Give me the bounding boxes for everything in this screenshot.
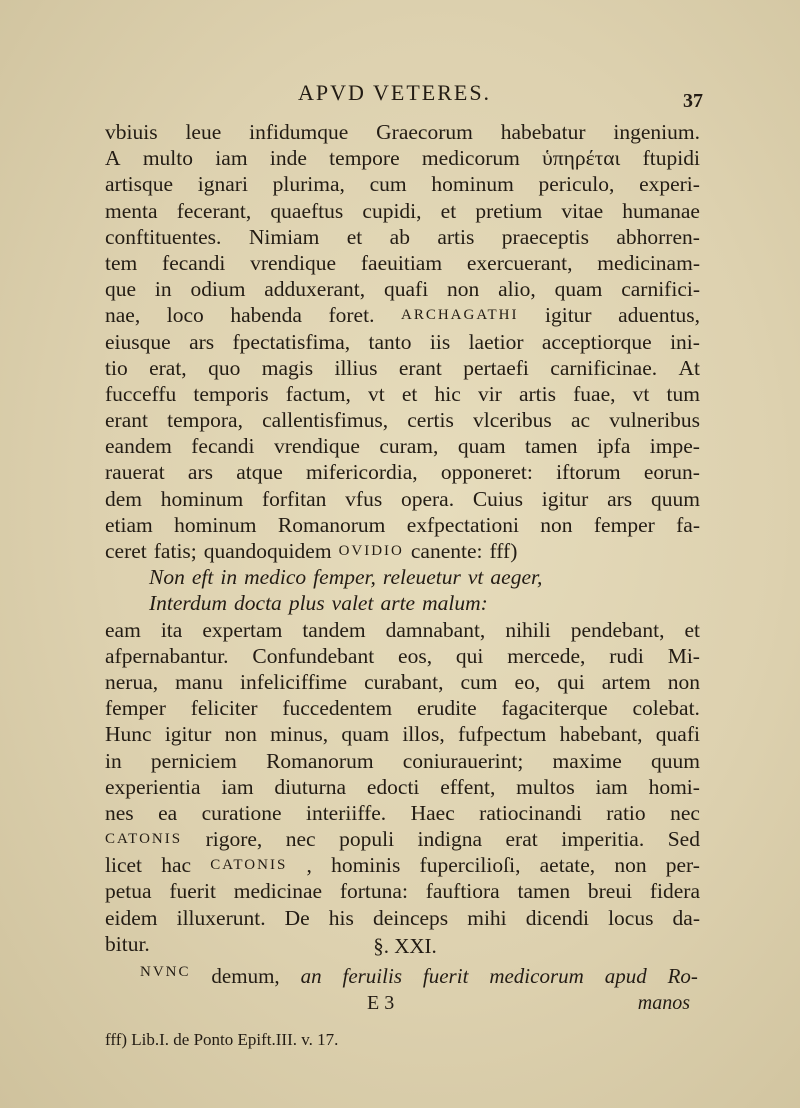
word: temporis: [193, 381, 269, 406]
word: breui: [587, 879, 633, 904]
word: quaeftus: [270, 198, 344, 223]
word: interiiffe.: [305, 800, 387, 825]
word: in: [105, 748, 122, 773]
word: femper,: [313, 565, 376, 590]
word: humanae: [622, 198, 700, 223]
word: quam: [554, 277, 603, 302]
word: populi: [339, 827, 395, 852]
word: hominum: [431, 172, 514, 197]
word: ftupidi: [642, 146, 700, 171]
word: tio: [105, 355, 128, 380]
text-line: [105, 433, 700, 459]
word: per-: [665, 853, 700, 878]
text-line: [105, 329, 700, 355]
word: et: [401, 381, 418, 406]
text-line: [105, 852, 700, 878]
word: Interdum: [149, 591, 228, 616]
word: callentisfimus,: [262, 408, 389, 433]
word: non: [540, 512, 573, 537]
word: tandem: [302, 617, 366, 642]
word: petua: [105, 879, 152, 904]
word: nec: [285, 827, 316, 852]
word: licet: [105, 853, 143, 878]
word: non: [667, 669, 700, 694]
word: non: [614, 853, 647, 878]
word: diuturna: [274, 774, 347, 799]
next-section-line: [140, 964, 698, 990]
word: femper: [593, 512, 655, 537]
word: et: [684, 617, 700, 642]
word: quam: [341, 722, 390, 747]
text-line: [105, 355, 700, 381]
word: A: [105, 146, 121, 171]
word: igitur: [545, 303, 592, 328]
word: deinceps: [372, 905, 449, 930]
word: habenda: [230, 303, 302, 328]
text-line: [105, 198, 700, 224]
running-head: APVD VETERES.: [298, 80, 492, 105]
word: fortuna:: [339, 879, 408, 904]
word: hac: [161, 853, 192, 878]
text-line: [105, 826, 700, 852]
word: dicendi: [525, 905, 590, 930]
word: periculo,: [538, 172, 615, 197]
word: praeceptis: [501, 224, 589, 249]
word: Confundebant: [252, 643, 375, 668]
word: laetior: [468, 329, 524, 354]
word: non: [447, 277, 480, 302]
word: foret.: [328, 303, 375, 328]
word: aeger,: [490, 565, 543, 590]
word: certis: [407, 408, 454, 433]
word: tamen: [517, 879, 571, 904]
word: canente:: [410, 539, 483, 563]
word: nes: [105, 800, 134, 825]
word: illos,: [402, 722, 445, 747]
word: releuetur: [382, 565, 461, 590]
small-caps-name: NVNC: [140, 964, 191, 980]
word: docta: [234, 591, 282, 616]
word: illius: [334, 355, 378, 380]
word: ipfa: [596, 434, 631, 459]
word: vbiuis: [105, 120, 158, 144]
word: ab: [389, 224, 410, 249]
word: vfus: [345, 486, 383, 511]
word: et: [346, 224, 363, 249]
word: hic: [434, 381, 461, 406]
word: minus,: [270, 722, 329, 747]
word: cum: [369, 172, 407, 197]
word: quo: [208, 355, 241, 380]
word: vir: [477, 381, 502, 406]
word: fuerit: [169, 879, 216, 904]
word: curam,: [379, 434, 439, 459]
word: medicinam-: [597, 250, 700, 275]
word: Graecorum: [376, 120, 473, 144]
word: cum: [460, 669, 498, 694]
word: acceptiorque: [541, 329, 652, 354]
word: mifericordia,: [306, 460, 418, 485]
text-line: [105, 878, 700, 904]
word: conftituentes.: [105, 224, 222, 249]
word: fecerant,: [176, 198, 252, 223]
word: fufpectum: [457, 722, 547, 747]
word: exfpectationi: [406, 512, 519, 537]
word: fecandi: [191, 434, 255, 459]
word: in: [154, 277, 172, 302]
word: vt: [467, 565, 484, 590]
word: erant: [398, 355, 442, 380]
word: eandem: [105, 434, 172, 459]
word: medicorum: [421, 146, 520, 171]
word: abhorren-: [616, 224, 700, 249]
small-caps-name: CATONIS: [210, 857, 288, 874]
word: nihili: [505, 617, 551, 642]
word: hominum: [160, 486, 244, 511]
text-line: [105, 119, 700, 145]
text-line: [105, 512, 700, 538]
word: Sed: [667, 827, 700, 852]
small-caps-name: CATONIS: [105, 831, 183, 848]
word: feliciter: [190, 696, 258, 721]
word: faeuitiam: [360, 250, 443, 275]
word: Romanorum: [277, 512, 386, 537]
word: igitur: [541, 486, 589, 511]
word: afpernabantur.: [105, 643, 229, 668]
word: factum,: [285, 381, 351, 406]
word: indigna: [417, 827, 483, 852]
word: forfitan: [261, 486, 327, 511]
word: iam: [595, 774, 628, 799]
word: etiam: [105, 512, 153, 537]
word: nae,: [105, 303, 141, 328]
word: medico: [244, 565, 307, 590]
word: manu: [175, 669, 223, 694]
word: vlceribus: [472, 408, 552, 433]
word: opponeret:: [440, 460, 533, 485]
word: alio,: [498, 277, 536, 302]
word: vrendique: [273, 434, 360, 459]
word: quandoquidem: [203, 539, 332, 563]
word: carnificinae.: [550, 355, 658, 380]
text-line: [105, 905, 700, 931]
word: quafi: [655, 722, 700, 747]
text-line: [105, 774, 700, 800]
italic-word: fuerit: [422, 964, 469, 988]
word: ini-: [670, 329, 700, 354]
word: eam: [105, 617, 141, 642]
word: ars: [607, 486, 633, 511]
word: multo: [142, 146, 193, 171]
word: homi-: [648, 774, 700, 799]
text-line: [105, 459, 700, 485]
word: eos,: [398, 643, 433, 668]
word: ignari: [197, 172, 248, 197]
main-text-block: [105, 119, 700, 957]
word: edocti: [366, 774, 420, 799]
word: igitur: [164, 722, 212, 747]
word: Mi-: [667, 643, 700, 668]
word: effent,: [440, 774, 496, 799]
word: leue: [185, 120, 222, 144]
word: ea: [158, 800, 178, 825]
word: quum: [650, 486, 700, 511]
word: colebat.: [632, 696, 700, 721]
word: valet: [331, 591, 374, 616]
word: vitae: [561, 198, 604, 223]
word: tamen: [525, 434, 578, 459]
word: odium: [190, 277, 246, 302]
word: mihi: [467, 905, 507, 930]
word: Romanorum: [266, 748, 374, 773]
word: locus: [608, 905, 654, 930]
word: maxime: [552, 748, 622, 773]
word: multos: [516, 774, 575, 799]
word: erat,: [149, 355, 187, 380]
word: non: [224, 722, 257, 747]
text-line: [105, 748, 700, 774]
italic-word: feruilis: [342, 964, 402, 988]
text-line: [105, 145, 700, 171]
word: ars: [187, 460, 213, 485]
word: da-: [672, 905, 700, 930]
word: pertaefi: [463, 355, 529, 380]
word: ingenium.: [613, 120, 700, 144]
word: perniciem: [150, 748, 237, 773]
catchword: manos: [637, 992, 690, 1014]
word: iam: [215, 146, 248, 171]
word: Nimiam: [248, 224, 320, 249]
next-section-opening: [140, 964, 698, 990]
word: artis: [437, 224, 475, 249]
word: ac: [570, 408, 591, 433]
word: nec: [670, 800, 700, 825]
word: ratio: [606, 800, 646, 825]
word: eorun-: [643, 460, 700, 485]
word: curatione: [201, 800, 282, 825]
word: vulneribus: [609, 408, 700, 433]
word: fagaciterque: [501, 696, 608, 721]
word: fucceffu: [105, 381, 177, 406]
word: rudi: [609, 643, 644, 668]
word: hominum: [174, 512, 257, 537]
word: quam: [457, 434, 506, 459]
italic-word: Ro-: [667, 964, 698, 988]
text-line: [105, 302, 700, 328]
text-line: [105, 381, 700, 407]
word: experientia: [105, 774, 201, 799]
word: iftorum: [556, 460, 621, 485]
text-line: [105, 486, 700, 512]
word: tem: [105, 250, 138, 275]
word: quum: [651, 748, 700, 773]
text-line: [105, 276, 700, 302]
word: Non: [149, 565, 185, 590]
word: habebant,: [559, 722, 643, 747]
word: fidera: [649, 879, 700, 904]
word: in: [220, 565, 238, 590]
word: medicinae: [233, 879, 323, 904]
word: eo,: [514, 669, 541, 694]
word: infeliciffime: [239, 669, 348, 694]
word: femper: [105, 696, 166, 721]
word: tempora,: [167, 408, 243, 433]
word: inde: [269, 146, 307, 171]
word: rigore,: [205, 827, 263, 852]
word: hominis: [331, 853, 401, 878]
word: mercede,: [507, 643, 586, 668]
word: ita: [160, 617, 183, 642]
word: infidumque: [249, 120, 349, 144]
word: magis: [261, 355, 314, 380]
word: rauerat: [105, 460, 165, 485]
word: vt: [367, 381, 385, 406]
word: ceret: [105, 539, 147, 563]
word: fatis;: [153, 539, 197, 563]
word: fuccedentem: [282, 696, 393, 721]
word: exercuerant,: [466, 250, 573, 275]
word: loco: [166, 303, 204, 328]
word: qui: [455, 643, 484, 668]
page-header: [0, 80, 800, 120]
word: aetate,: [539, 853, 596, 878]
word: ὑπηρέται: [542, 146, 621, 171]
word: malum:: [422, 591, 488, 616]
text-line: [105, 224, 700, 250]
text-line: [105, 669, 700, 695]
word: atque: [236, 460, 283, 485]
small-caps-name: OVIDIO: [338, 543, 404, 559]
word: artem: [601, 669, 651, 694]
word: erat: [505, 827, 538, 852]
word: erudite: [416, 696, 477, 721]
word: que: [105, 277, 137, 302]
word: artis: [518, 381, 556, 406]
word: imperitia.: [561, 827, 645, 852]
word: vt: [632, 381, 650, 406]
italic-word: medicorum: [489, 964, 584, 988]
small-caps-name: ARCHAGATHI: [400, 307, 519, 324]
page-number: 37: [683, 90, 703, 112]
word: fpectatisfima,: [232, 329, 351, 354]
section-heading: §. XXI.: [373, 934, 437, 958]
word: fff): [489, 539, 518, 563]
text-line: [105, 564, 700, 590]
word: Hunc: [105, 722, 152, 747]
word: coniurauerint;: [402, 748, 524, 773]
word: damnabant,: [385, 617, 486, 642]
word: curabant,: [364, 669, 444, 694]
word: eft: [191, 565, 214, 590]
word: menta: [105, 198, 158, 223]
printer-signature: E 3: [367, 992, 395, 1014]
word: plus: [288, 591, 325, 616]
word: Cuius: [472, 486, 524, 511]
word: vrendique: [250, 250, 337, 275]
word: pendebant,: [570, 617, 665, 642]
word: fauftiora: [425, 879, 500, 904]
footnote: fff) Lib.I. de Ponto Epift.III. v. 17.: [105, 1030, 339, 1049]
word: eidem: [105, 905, 158, 930]
word: fupercilioſi,: [419, 853, 521, 878]
word: dem: [105, 486, 143, 511]
signature-line: [0, 992, 800, 1020]
word: bitur.: [105, 931, 150, 956]
word: tum: [666, 381, 700, 406]
word: fecandi: [162, 250, 226, 275]
word: fuae,: [573, 381, 616, 406]
word: fa-: [676, 512, 700, 537]
word: adduxerant,: [264, 277, 366, 302]
word: illuxerunt.: [176, 905, 266, 930]
word: habebatur: [500, 120, 586, 144]
word: quafi: [384, 277, 429, 302]
text-line: [105, 407, 700, 433]
word: erant: [105, 408, 148, 433]
word: et: [440, 198, 457, 223]
word: qui: [557, 669, 585, 694]
word: demum,: [211, 964, 280, 988]
text-line: [105, 171, 700, 197]
text-line: [105, 538, 700, 564]
word: eiusque: [105, 329, 171, 354]
word: iam: [221, 774, 254, 799]
word: tempore: [329, 146, 400, 171]
word: iis: [429, 329, 451, 354]
word: nerua,: [105, 669, 159, 694]
word: At: [678, 355, 700, 380]
word: impe-: [649, 434, 700, 459]
word: Haec: [410, 800, 455, 825]
word: artisque: [105, 172, 174, 197]
word: expertam: [202, 617, 283, 642]
text-line: [105, 643, 700, 669]
word: plurima,: [272, 172, 345, 197]
word: carnifici-: [621, 277, 700, 302]
text-line: [105, 800, 700, 826]
word: tanto: [368, 329, 412, 354]
word: arte: [380, 591, 416, 616]
italic-word: apud: [604, 964, 647, 988]
word: ars: [189, 329, 215, 354]
word: pretium: [475, 198, 543, 223]
word: ratiocinandi: [479, 800, 582, 825]
text-line: [105, 695, 700, 721]
word: opera.: [400, 486, 455, 511]
word: cupidi,: [362, 198, 422, 223]
word: experi-: [639, 172, 700, 197]
word: aduentus,: [618, 303, 700, 328]
text-line: [105, 590, 700, 616]
word: ,: [306, 853, 312, 878]
text-line: [105, 721, 700, 747]
word: De: [284, 905, 310, 930]
text-line: [105, 617, 700, 643]
italic-word: an: [300, 964, 322, 988]
text-line: [105, 250, 700, 276]
word: his: [328, 905, 354, 930]
